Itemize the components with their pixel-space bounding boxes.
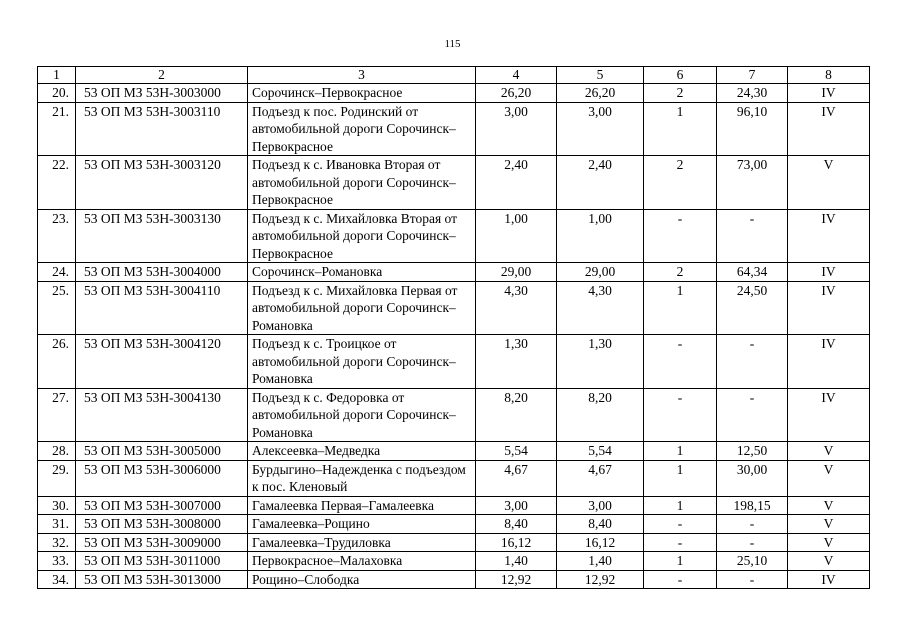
- cell-col-4: 3,00: [476, 102, 557, 156]
- cell-col-5: 5,54: [557, 442, 644, 461]
- cell-col-7: 24,50: [717, 281, 788, 335]
- road-name: Гамалеевка–Трудиловка: [248, 533, 476, 552]
- cell-col-5: 1,30: [557, 335, 644, 389]
- row-number: 31.: [38, 515, 76, 534]
- cell-col-5: 2,40: [557, 156, 644, 210]
- row-number: 29.: [38, 460, 76, 496]
- header-cell: 4: [476, 67, 557, 84]
- cell-col-7: 24,30: [717, 84, 788, 103]
- cell-col-6: 1: [644, 102, 717, 156]
- cell-col-6: 2: [644, 263, 717, 282]
- cell-col-8: V: [788, 442, 870, 461]
- road-code: 53 ОП МЗ 53Н-3007000: [76, 496, 248, 515]
- cell-col-5: 4,30: [557, 281, 644, 335]
- header-cell: 5: [557, 67, 644, 84]
- cell-col-7: -: [717, 388, 788, 442]
- cell-col-8: IV: [788, 263, 870, 282]
- cell-col-5: 1,00: [557, 209, 644, 263]
- cell-col-6: 2: [644, 156, 717, 210]
- road-name: Подъезд к с. Михайловка Вторая от автомобильной дороги Сорочинск–Первокрасное: [248, 209, 476, 263]
- cell-col-6: -: [644, 209, 717, 263]
- cell-col-5: 8,40: [557, 515, 644, 534]
- road-name: Подъезд к пос. Родинский от автомобильной дороги Сорочинск–Первокрасное: [248, 102, 476, 156]
- cell-col-8: V: [788, 515, 870, 534]
- road-code: 53 ОП МЗ 53Н-3013000: [76, 570, 248, 589]
- cell-col-4: 8,20: [476, 388, 557, 442]
- cell-col-8: V: [788, 533, 870, 552]
- cell-col-6: 1: [644, 552, 717, 571]
- cell-col-7: -: [717, 533, 788, 552]
- page-number: 115: [444, 38, 461, 50]
- cell-col-4: 8,40: [476, 515, 557, 534]
- cell-col-6: 1: [644, 442, 717, 461]
- road-name: Первокрасное–Малаховка: [248, 552, 476, 571]
- table-row: [38, 209, 870, 263]
- cell-col-4: 1,40: [476, 552, 557, 571]
- cell-col-7: 30,00: [717, 460, 788, 496]
- cell-col-7: 25,10: [717, 552, 788, 571]
- road-name: Рощино–Слободка: [248, 570, 476, 589]
- cell-col-5: 3,00: [557, 102, 644, 156]
- table-row: [38, 460, 870, 496]
- cell-col-5: 3,00: [557, 496, 644, 515]
- header-cell: 8: [788, 67, 870, 84]
- cell-col-7: 73,00: [717, 156, 788, 210]
- road-name: Алексеевка–Медведка: [248, 442, 476, 461]
- cell-col-4: 4,30: [476, 281, 557, 335]
- table-row: [38, 442, 870, 461]
- table-row: [38, 335, 870, 389]
- table-row: [38, 102, 870, 156]
- cell-col-4: 5,54: [476, 442, 557, 461]
- cell-col-8: V: [788, 552, 870, 571]
- cell-col-8: IV: [788, 388, 870, 442]
- road-name: Сорочинск–Романовка: [248, 263, 476, 282]
- road-name: Подъезд к с. Михайловка Первая от автомобильной дороги Сорочинск–Романовка: [248, 281, 476, 335]
- road-code: 53 ОП МЗ 53Н-3011000: [76, 552, 248, 571]
- table-row: [38, 263, 870, 282]
- road-name: Бурдыгино–Надежденка с подъездом к пос. Кленовый: [248, 460, 476, 496]
- row-number: 24.: [38, 263, 76, 282]
- row-number: 23.: [38, 209, 76, 263]
- cell-col-4: 16,12: [476, 533, 557, 552]
- road-name: Гамалеевка Первая–Гамалеевка: [248, 496, 476, 515]
- row-number: 22.: [38, 156, 76, 210]
- road-code: 53 ОП МЗ 53Н-3003110: [76, 102, 248, 156]
- cell-col-7: -: [717, 209, 788, 263]
- cell-col-8: IV: [788, 84, 870, 103]
- cell-col-8: V: [788, 496, 870, 515]
- cell-col-5: 4,67: [557, 460, 644, 496]
- table-row: [38, 496, 870, 515]
- row-number: 28.: [38, 442, 76, 461]
- cell-col-4: 1,30: [476, 335, 557, 389]
- cell-col-7: -: [717, 515, 788, 534]
- row-number: 20.: [38, 84, 76, 103]
- cell-col-8: IV: [788, 102, 870, 156]
- cell-col-8: IV: [788, 335, 870, 389]
- table-row: [38, 533, 870, 552]
- road-name: Сорочинск–Первокрасное: [248, 84, 476, 103]
- cell-col-6: -: [644, 388, 717, 442]
- cell-col-5: 1,40: [557, 552, 644, 571]
- road-name: Гамалеевка–Рощино: [248, 515, 476, 534]
- cell-col-6: 2: [644, 84, 717, 103]
- road-code: 53 ОП МЗ 53Н-3003130: [76, 209, 248, 263]
- cell-col-4: 3,00: [476, 496, 557, 515]
- table-row: [38, 84, 870, 103]
- road-name: Подъезд к с. Ивановка Вторая от автомобильной дороги Сорочинск–Первокрасное: [248, 156, 476, 210]
- table-row: [38, 515, 870, 534]
- table-row: [38, 156, 870, 210]
- cell-col-6: 1: [644, 460, 717, 496]
- cell-col-6: -: [644, 335, 717, 389]
- cell-col-7: 12,50: [717, 442, 788, 461]
- cell-col-6: 1: [644, 496, 717, 515]
- cell-col-6: -: [644, 533, 717, 552]
- row-number: 32.: [38, 533, 76, 552]
- row-number: 34.: [38, 570, 76, 589]
- road-code: 53 ОП МЗ 53Н-3009000: [76, 533, 248, 552]
- cell-col-6: 1: [644, 281, 717, 335]
- road-name: Подъезд к с. Федоровка от автомобильной дороги Сорочинск–Романовка: [248, 388, 476, 442]
- cell-col-7: -: [717, 335, 788, 389]
- cell-col-6: -: [644, 570, 717, 589]
- row-number: 33.: [38, 552, 76, 571]
- road-code: 53 ОП МЗ 53Н-3006000: [76, 460, 248, 496]
- table-row: [38, 388, 870, 442]
- header-cell: 2: [76, 67, 248, 84]
- roads-table: [37, 66, 870, 589]
- cell-col-5: 16,12: [557, 533, 644, 552]
- table-header-row: [38, 67, 870, 84]
- cell-col-8: V: [788, 460, 870, 496]
- row-number: 21.: [38, 102, 76, 156]
- cell-col-8: IV: [788, 570, 870, 589]
- cell-col-6: -: [644, 515, 717, 534]
- cell-col-5: 12,92: [557, 570, 644, 589]
- cell-col-7: 198,15: [717, 496, 788, 515]
- road-code: 53 ОП МЗ 53Н-3004000: [76, 263, 248, 282]
- cell-col-4: 26,20: [476, 84, 557, 103]
- cell-col-7: 64,34: [717, 263, 788, 282]
- cell-col-4: 29,00: [476, 263, 557, 282]
- cell-col-5: 8,20: [557, 388, 644, 442]
- road-name: Подъезд к с. Троицкое от автомобильной дороги Сорочинск–Романовка: [248, 335, 476, 389]
- row-number: 26.: [38, 335, 76, 389]
- header-cell: 6: [644, 67, 717, 84]
- table-row: [38, 552, 870, 571]
- row-number: 30.: [38, 496, 76, 515]
- row-number: 27.: [38, 388, 76, 442]
- cell-col-7: -: [717, 570, 788, 589]
- table-body: [38, 67, 870, 589]
- road-code: 53 ОП МЗ 53Н-3004130: [76, 388, 248, 442]
- header-cell: 1: [38, 67, 76, 84]
- cell-col-4: 2,40: [476, 156, 557, 210]
- road-code: 53 ОП МЗ 53Н-3003120: [76, 156, 248, 210]
- table-row: [38, 281, 870, 335]
- cell-col-7: 96,10: [717, 102, 788, 156]
- table-row: [38, 570, 870, 589]
- road-code: 53 ОП МЗ 53Н-3008000: [76, 515, 248, 534]
- header-cell: 3: [248, 67, 476, 84]
- cell-col-4: 1,00: [476, 209, 557, 263]
- road-code: 53 ОП МЗ 53Н-3005000: [76, 442, 248, 461]
- cell-col-4: 12,92: [476, 570, 557, 589]
- cell-col-8: IV: [788, 281, 870, 335]
- cell-col-5: 29,00: [557, 263, 644, 282]
- cell-col-8: IV: [788, 209, 870, 263]
- header-cell: 7: [717, 67, 788, 84]
- cell-col-8: V: [788, 156, 870, 210]
- row-number: 25.: [38, 281, 76, 335]
- cell-col-4: 4,67: [476, 460, 557, 496]
- cell-col-5: 26,20: [557, 84, 644, 103]
- road-code: 53 ОП МЗ 53Н-3003000: [76, 84, 248, 103]
- road-code: 53 ОП МЗ 53Н-3004110: [76, 281, 248, 335]
- road-code: 53 ОП МЗ 53Н-3004120: [76, 335, 248, 389]
